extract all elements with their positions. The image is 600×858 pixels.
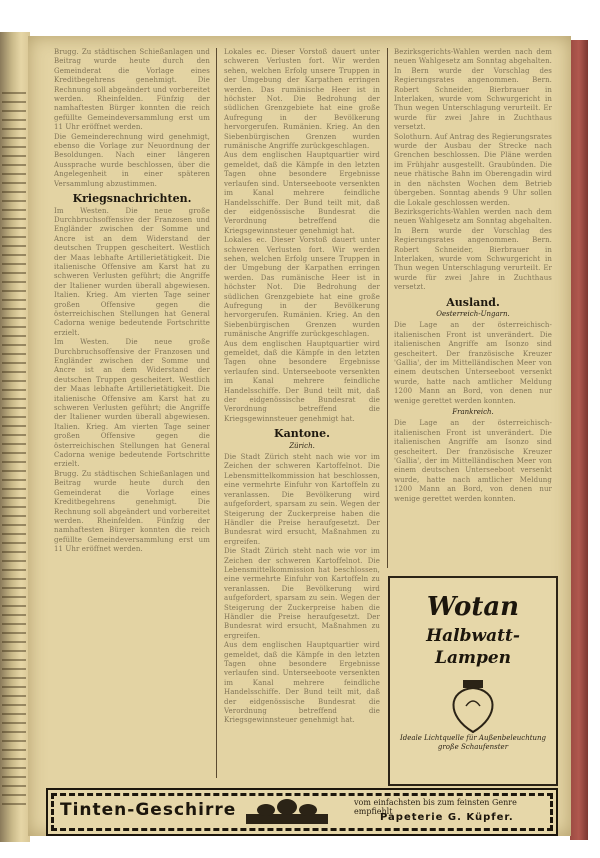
newspaper-page: [28, 36, 571, 836]
wotan-lamp-advertisement: [388, 576, 558, 786]
subheading-oesterreich-ungarn: Oesterreich-Ungarn.: [436, 309, 510, 318]
article-text: Brugg. Zu städtischen Schießanlagen und Beitrag wurde heute durch den Gemeinderat die Vorlage eines Kreditbegehrens genehmigt. Die Rechnung soll abgeändert und vorbereitet werden. Rheinfelden. Fünfzig der namhaftesten Bürger konnten die reich gefüllte Gemeindeversammlung erst um 11 Uhr eröffnet werden.: [54, 469, 210, 554]
left-page-edge: [2, 92, 26, 812]
article-text: Die Stadt Zürich steht nach wie vor im Zeichen der schweren Kartoffelnot. Die Lebensmittelkommission hat beschlossen, eine vermehrte Einfuhr von Kartoffeln zu veranlassen. Die Bevölkerung wird aufgefordert, sparsam zu sein. Wegen der Steigerung der Zuckerpreise haben die Händler die Preise heraufgesetzt. Der Bundesrat wird ersucht, Maßnahmen zu ergreifen.: [224, 547, 380, 640]
light-bulb-icon: [438, 676, 508, 736]
article-text: Die Stadt Zürich steht nach wie vor im Zeichen der schweren Kartoffelnot. Die Lebensmittelkommission hat beschlossen, eine vermehrte Einfuhr von Kartoffeln zu veranlassen. Die Bevölkerung wird aufgefordert, sparsam zu sein. Wegen der Steigerung der Zuckerpreise haben die Händler die Preise heraufgesetzt. Der Bundesrat wird ersucht, Maßnahmen zu ergreifen.: [224, 453, 380, 546]
tinten-geschirre-advertisement: [46, 788, 558, 836]
wotan-ad-title: Wotan: [426, 592, 520, 622]
article-text: Bezirksgerichts-Wahlen werden nach dem neuen Wahlgesetz am Sonntag abgehalten. In Bern wurde der Vorschlag des Regierungsrates angenommen. Bern. Robert Schneider, Bierbrauer in Interlaken, wurde vom Schwurgericht in Thun wegen Unterschlagung verurteilt. Er wurde für zwei Jahre in Zuchthaus versetzt.: [394, 48, 552, 132]
article-text: Aus dem englischen Hauptquartier wird gemeldet, daß die Kämpfe in den letzten Tagen ohne besondere Ergebnisse verlaufen sind. Unterseeboote versenkten im Kanal mehrere feindliche Handelsschiffe. Der Bund teilt mit, daß der eidgenössische Bundesrat die Verordnung betreffend die Kriegsgewinnsteuer genehmigt hat.: [224, 151, 380, 235]
banner-ad-subtitle: vom einfachsten bis zum feinsten Genre empfiehlt: [354, 798, 517, 816]
subheading-zuerich: Zürich.: [289, 441, 315, 450]
article-text: Aus dem englischen Hauptquartier wird gemeldet, daß die Kämpfe in den letzten Tagen ohne besondere Ergebnisse verlaufen sind. Unterseeboote versenkten im Kanal mehrere feindliche Handelsschiffe. Der Bund teilt mit, daß der eidgenössische Bundesrat die Verordnung betreffend die Kriegsgewinnsteuer genehmigt hat.: [224, 641, 380, 725]
article-text: Brugg. Zu städtischen Schießanlagen und Beitrag wurde heute durch den Gemeinderat die Vorlage eines Kreditbegehrens genehmigt. Die Rechnung soll abgeändert und vorbereitet werden. Rheinfelden. Fünfzig der namhaftesten Bürger konnten die reich gefüllte Gemeindeversammlung erst um 11 Uhr eröffnet werden.: [54, 48, 210, 132]
inkwell-set-icon: [244, 796, 330, 826]
column-1: [54, 48, 210, 768]
article-text: Im Westen. Die neue große Durchbruchsoffensive der Franzosen und Engländer zwischen der Somme und Ancre ist an dem Widerstand der deutschen Truppen gescheitert. Westlich der Maas lebhafte Artillerietätigkeit. Die italienische Offensive am Karst hat zu schweren Verlusten geführt; die Angriffe der Italiener wurden überall abgewiesen. Italien. Krieg. Am vierten Tage seiner großen Offensive gegen die österreichischen Stellungen hat General Cadorna wenige bedeutende Fortschritte erzielt.: [54, 338, 210, 469]
banner-ad-shop-name: Papeterie G. Küpfer.: [380, 812, 514, 823]
column-2: [224, 48, 380, 768]
banner-ad-title: Tinten-Geschirre: [60, 800, 237, 820]
column-rule: [216, 48, 217, 778]
article-text: Solothurn. Auf Antrag des Regierungsrates wurde der Ausbau der Strecke nach Grenchen beschlossen. Die Pläne werden im Frühjahr ausgestellt. Graubünden. Die neue rhätische Bahn im Oberengadin wird in den nächsten Wochen dem Betrieb übergeben. Sonntag abends 9 Uhr sollen die Lokale geschlossen werden.: [394, 132, 552, 207]
heading-kantone: Kantone.: [274, 427, 330, 441]
heading-ausland: Ausland.: [446, 295, 500, 309]
article-text: Bezirksgerichts-Wahlen werden nach dem neuen Wahlgesetz am Sonntag abgehalten. In Bern wurde der Vorschlag des Regierungsrates angenommen. Bern. Robert Schneider, Bierbrauer in Interlaken, wurde vom Schwurgericht in Thun wegen Unterschlagung verurteilt. Er wurde für zwei Jahre in Zuchthaus versetzt.: [394, 207, 552, 292]
article-text: Lokales ec. Dieser Vorstoß dauert unter schweren Verlusten fort. Wir werden sehen, welchen Erfolg unsere Truppen in der Umgebung der Karpathen erringen werden. Das rumänische Heer ist in höchster Not. Die Bedrohung der südlichen Grenzgebiete hat eine große Aufregung in der Bevölkerung hervorgerufen. Rumänien. Krieg. An den Siebenbürgischen Grenzen wurden rumänische Angriffe zurückgeschlagen.: [224, 48, 380, 151]
article-text: Lokales ec. Dieser Vorstoß dauert unter schweren Verlusten fort. Wir werden sehen, welchen Erfolg unsere Truppen in der Umgebung der Karpathen erringen werden. Das rumänische Heer ist in höchster Not. Die Bedrohung der südlichen Grenzgebiete hat eine große Aufregung in der Bevölkerung hervorgerufen. Rumänien. Krieg. An den Siebenbürgischen Grenzen wurden rumänische Angriffe zurückgeschlagen.: [224, 236, 380, 339]
book-cover-edge: [570, 40, 588, 840]
wotan-ad-line: Lampen: [434, 648, 512, 668]
wotan-ad-line: Halbwatt-: [426, 626, 520, 646]
column-rule: [387, 48, 388, 568]
article-text: Die Lage an der österreichisch-italienischen Front ist unverändert. Die italienischen Angriffe am Isonzo sind gescheitert. Der französische Kreuzer 'Gallia', der im Mittelländischen Meer von einem deutschen Unterseeboot versenkt wurde, hatte nach amtlicher Meldung 1200 Mann an Bord, von denen nur wenige gerettet werden konnten.: [394, 419, 552, 503]
article-text: Im Westen. Die neue große Durchbruchsoffensive der Franzosen und Engländer zwischen der Somme und Ancre ist an dem Widerstand der deutschen Truppen gescheitert. Westlich der Maas lebhafte Artillerietätigkeit. Die italienische Offensive am Karst hat zu schweren Verlusten geführt; die Angriffe der Italiener wurden überall abgewiesen. Italien. Krieg. Am vierten Tage seiner großen Offensive gegen die österreichischen Stellungen hat General Cadorna wenige bedeutende Fortschritte erzielt.: [54, 206, 210, 337]
article-text: Aus dem englischen Hauptquartier wird gemeldet, daß die Kämpfe in den letzten Tagen ohne besondere Ergebnisse verlaufen sind. Unterseeboote versenkten im Kanal mehrere feindliche Handelsschiffe. Der Bund teilt mit, daß der eidgenössische Bundesrat die Verordnung betreffend die Kriegsgewinnsteuer genehmigt hat.: [224, 339, 380, 423]
article-text: Die Lage an der österreichisch-italienischen Front ist unverändert. Die italienischen Angriffe am Isonzo sind gescheitert. Der französische Kreuzer 'Gallia', der im Mittelländischen Meer von einem deutschen Unterseeboot versenkt wurde, hatte nach amtlicher Meldung 1200 Mann an Bord, von denen nur wenige gerettet werden konnten.: [394, 321, 552, 405]
column-3: [394, 48, 552, 576]
article-text: Die Gemeinderechnung wird genehmigt, ebenso die Vorlage zur Neuordnung der Besoldungen. Nach einer längeren Aussprache wurde beschlossen, über die Angelegenheit in einer späteren Versammlung abzustimmen.: [54, 132, 210, 188]
subheading-frankreich: Frankreich.: [452, 408, 494, 417]
book-spine: [0, 32, 30, 842]
wotan-ad-tagline: Ideale Lichtquelle für Außenbeleuchtung große Schaufenster: [399, 734, 547, 751]
heading-kriegsnachrichten: Kriegsnachrichten.: [72, 192, 192, 206]
